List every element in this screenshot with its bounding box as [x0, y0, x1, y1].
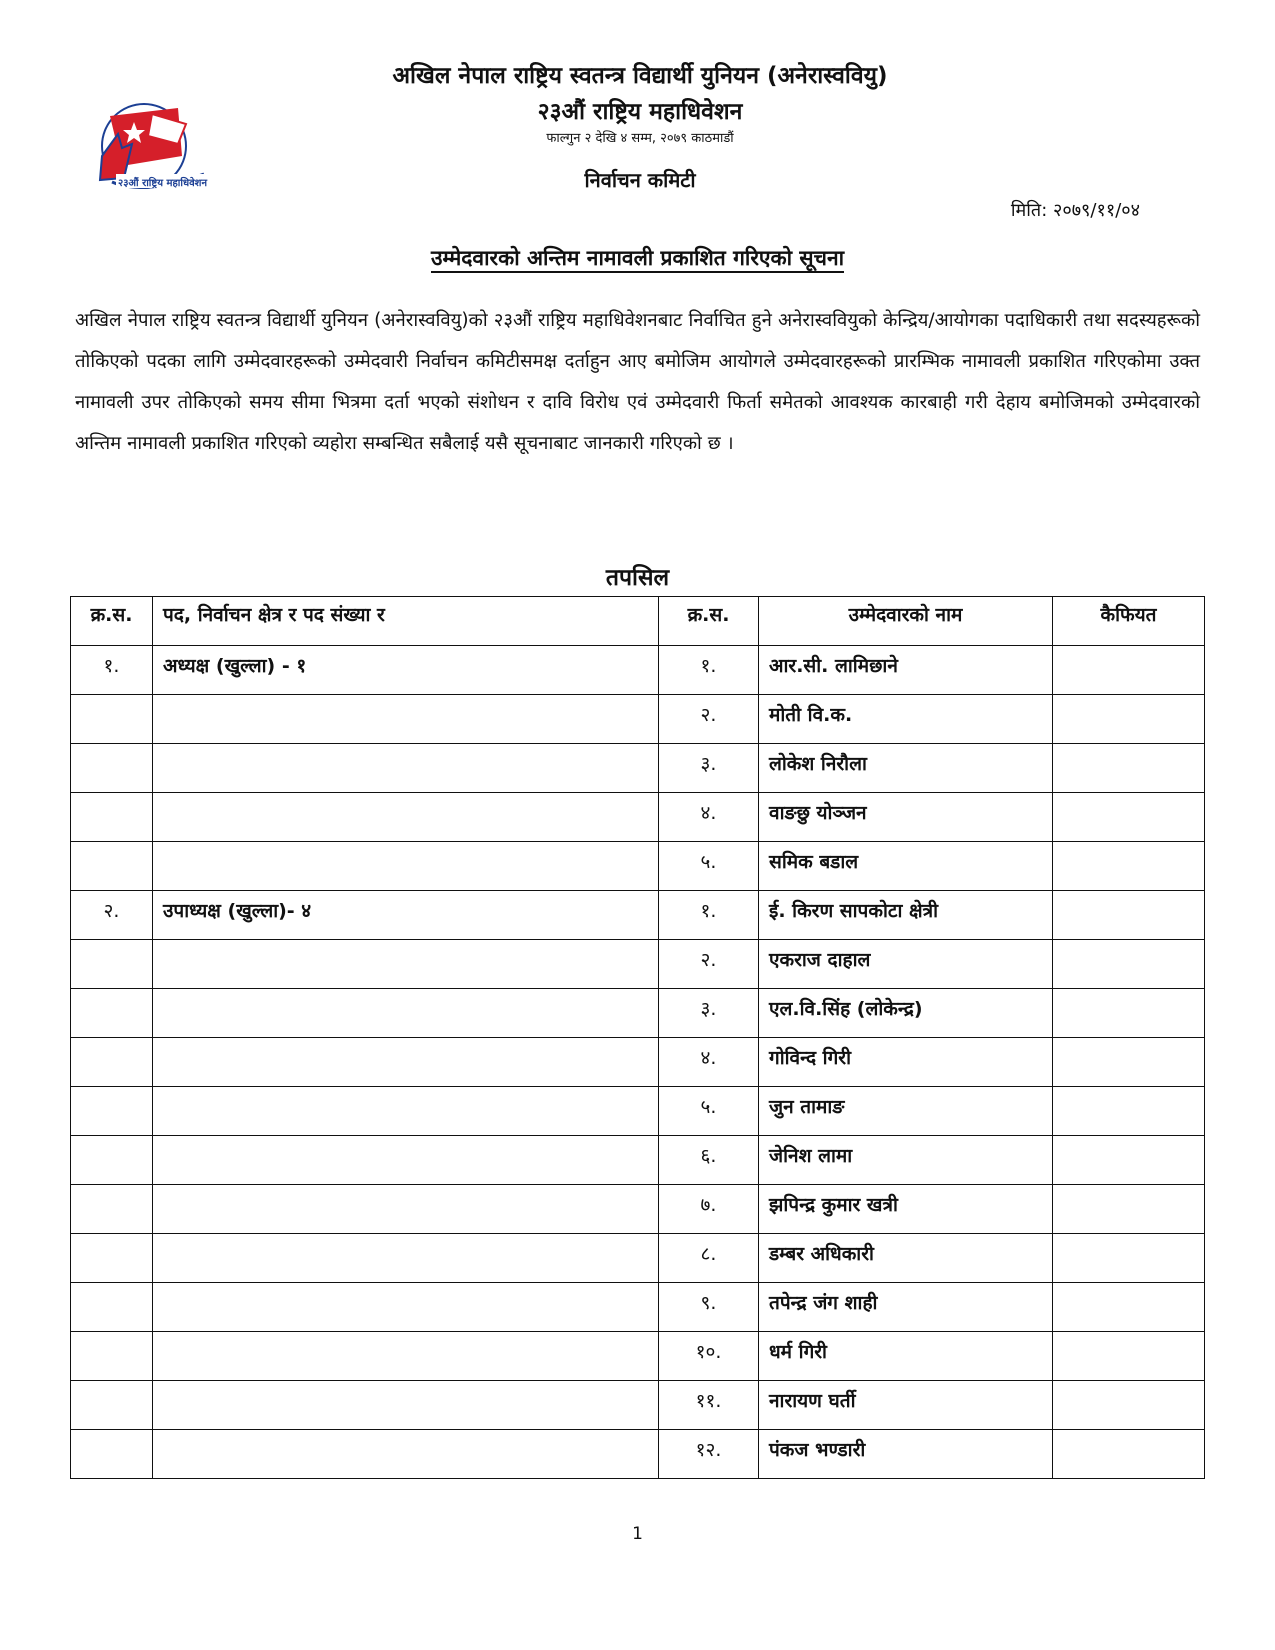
table-row: [71, 1038, 1205, 1087]
remarks: [1053, 1185, 1205, 1234]
table-header-row: [71, 597, 1205, 646]
post-serial: [71, 842, 153, 891]
post-serial: [71, 1430, 153, 1479]
post-title: [153, 1087, 659, 1136]
candidate-name: धर्म गिरी: [759, 1332, 1053, 1381]
column-header-sn: क्र.स.: [71, 597, 153, 646]
candidate-name: ई. किरण सापकोटा क्षेत्री: [759, 891, 1053, 940]
post-title: [153, 1332, 659, 1381]
candidate-serial: १.: [659, 891, 759, 940]
post-title: [153, 1136, 659, 1185]
remarks: [1053, 940, 1205, 989]
remarks: [1053, 1234, 1205, 1283]
candidate-name: डम्बर अधिकारी: [759, 1234, 1053, 1283]
party-emblem-logo: [82, 96, 222, 206]
committee-name: निर्वाचन कमिटी: [584, 168, 696, 192]
table-row: [71, 1430, 1205, 1479]
column-header-post: पद, निर्वाचन क्षेत्र र पद संख्या र: [153, 597, 659, 646]
candidate-name: नारायण घर्ती: [759, 1381, 1053, 1430]
post-serial: [71, 695, 153, 744]
table-row: [71, 1234, 1205, 1283]
remarks: [1053, 1283, 1205, 1332]
table-row: [71, 1381, 1205, 1430]
event-date: फाल्गुन २ देखि ४ सम्म, २०७९ काठमाडौं: [546, 131, 734, 146]
candidate-name: मोती वि.क.: [759, 695, 1053, 744]
candidate-serial: ७.: [659, 1185, 759, 1234]
candidate-name: गोविन्द गिरी: [759, 1038, 1053, 1087]
svg-text:२३औं राष्ट्रिय महाधिवेशन: २३औं राष्ट्रिय महाधिवेशन: [118, 178, 208, 189]
notice-title-wrapper: [0, 244, 1275, 272]
candidate-serial: १.: [659, 646, 759, 695]
post-title: [153, 695, 659, 744]
table-row: [71, 744, 1205, 793]
post-title: [153, 1038, 659, 1087]
post-title: [153, 1283, 659, 1332]
table-row: [71, 940, 1205, 989]
candidate-name: आर.सी. लामिछाने: [759, 646, 1053, 695]
candidate-serial: ४.: [659, 793, 759, 842]
notice-date: मिति: २०७९/११/०४: [1010, 200, 1140, 221]
convention-title: २३औं राष्ट्रिय महाधिवेशन: [537, 99, 743, 125]
candidate-serial: ४.: [659, 1038, 759, 1087]
candidate-name: समिक बडाल: [759, 842, 1053, 891]
post-serial: [71, 744, 153, 793]
post-serial: [71, 940, 153, 989]
post-serial: [71, 793, 153, 842]
remarks: [1053, 1381, 1205, 1430]
candidate-serial: ६.: [659, 1136, 759, 1185]
post-title: [153, 1185, 659, 1234]
column-header-candidate-sn: क्र.स.: [659, 597, 759, 646]
post-title: उपाध्यक्ष (खुल्ला)- ४: [153, 891, 659, 940]
candidate-serial: २.: [659, 695, 759, 744]
remarks: [1053, 646, 1205, 695]
post-serial: [71, 1087, 153, 1136]
post-serial: [71, 1332, 153, 1381]
candidate-name: एकराज दाहाल: [759, 940, 1053, 989]
remarks: [1053, 793, 1205, 842]
post-title: [153, 744, 659, 793]
remarks: [1053, 695, 1205, 744]
post-serial: [71, 1283, 153, 1332]
post-serial: १.: [71, 646, 153, 695]
table-row: [71, 842, 1205, 891]
post-title: [153, 989, 659, 1038]
post-title: [153, 1381, 659, 1430]
post-serial: [71, 1185, 153, 1234]
column-header-remarks: कैफियत: [1053, 597, 1205, 646]
post-title: [153, 940, 659, 989]
table-row: [71, 1185, 1205, 1234]
candidate-serial: ५.: [659, 1087, 759, 1136]
candidate-name: एल.वि.सिंह (लोकेन्द्र): [759, 989, 1053, 1038]
post-title: [153, 1234, 659, 1283]
remarks: [1053, 1332, 1205, 1381]
remarks: [1053, 1087, 1205, 1136]
table-row: [71, 646, 1205, 695]
candidate-serial: ३.: [659, 989, 759, 1038]
remarks: [1053, 842, 1205, 891]
table-row: [71, 793, 1205, 842]
table-row: [71, 695, 1205, 744]
candidate-serial: १२.: [659, 1430, 759, 1479]
post-serial: [71, 1381, 153, 1430]
post-title: अध्यक्ष (खुल्ला) - १: [153, 646, 659, 695]
column-header-candidate-name: उम्मेदवारको नाम: [759, 597, 1053, 646]
post-serial: [71, 1136, 153, 1185]
remarks: [1053, 1136, 1205, 1185]
table-row: [71, 891, 1205, 940]
page-number: 1: [632, 1524, 643, 1544]
candidate-serial: ११.: [659, 1381, 759, 1430]
post-title: [153, 842, 659, 891]
table-row: [71, 989, 1205, 1038]
candidate-name: लोकेश निरौला: [759, 744, 1053, 793]
post-title: [153, 1430, 659, 1479]
table-row: [71, 1087, 1205, 1136]
candidate-serial: ५.: [659, 842, 759, 891]
table-row: [71, 1136, 1205, 1185]
table-row: [71, 1283, 1205, 1332]
candidate-name: जुन तामाङ: [759, 1087, 1053, 1136]
candidate-name: तपेन्द्र जंग शाही: [759, 1283, 1053, 1332]
candidate-serial: २.: [659, 940, 759, 989]
post-serial: [71, 1234, 153, 1283]
post-serial: [71, 989, 153, 1038]
remarks: [1053, 989, 1205, 1038]
candidate-serial: ३.: [659, 744, 759, 793]
notice-title: उम्मेदवारको अन्तिम नामावली प्रकाशित गरिएको सूचना: [431, 246, 844, 273]
candidate-serial: ८.: [659, 1234, 759, 1283]
remarks: [1053, 1430, 1205, 1479]
organization-name: अखिल नेपाल राष्ट्रिय स्वतन्त्र विद्यार्थी युनियन (अनेरास्ववियु): [392, 63, 888, 89]
post-title: [153, 793, 659, 842]
table-row: [71, 1332, 1205, 1381]
post-serial: [71, 1038, 153, 1087]
candidate-serial: १०.: [659, 1332, 759, 1381]
candidate-name: पंकज भण्डारी: [759, 1430, 1053, 1479]
remarks: [1053, 1038, 1205, 1087]
candidate-name: झपिन्द्र कुमार खत्री: [759, 1185, 1053, 1234]
post-serial: २.: [71, 891, 153, 940]
candidate-serial: ९.: [659, 1283, 759, 1332]
candidate-name: जेनिश लामा: [759, 1136, 1053, 1185]
table-heading: तपसिल: [605, 565, 670, 591]
remarks: [1053, 744, 1205, 793]
remarks: [1053, 891, 1205, 940]
candidate-table: [70, 596, 1205, 1479]
table-body: [71, 646, 1205, 1479]
notice-body: अखिल नेपाल राष्ट्रिय स्वतन्त्र विद्यार्थी युनियन (अनेरास्ववियु)को २३औं राष्ट्रिय महाधिवेशनबाट निर्वाचित हुने अनेरास्ववियुको केन्द्रिय/आयोगका पदाधिकारी तथा सदस्यहरूको तोकिएको पदका लागि उम्मेदवारहरूको उम्मेदवारी निर्वाचन कमिटीसमक्ष दर्ताहुन आए बमोजिम आयोगले उम्मेदवारहरूको प्रारम्भिक नामावली प्रकाशित गरिएकोमा उक्त नामावली उपर तोकिएको समय सीमा भित्रमा दर्ता भएको संशोधन र दावि विरोध एवं उम्मेदवारी फिर्ता समेतको आवश्यक कारबाही गरी देहाय बमोजिमको उम्मेदवारको अन्तिम नामावली प्रकाशित गरिएको व्यहोरा सम्बन्धित सबैलाई यसै सूचनाबाट जानकारी गरिएको छ ।: [75, 310, 1200, 454]
candidate-name: वाङछु योञ्जन: [759, 793, 1053, 842]
